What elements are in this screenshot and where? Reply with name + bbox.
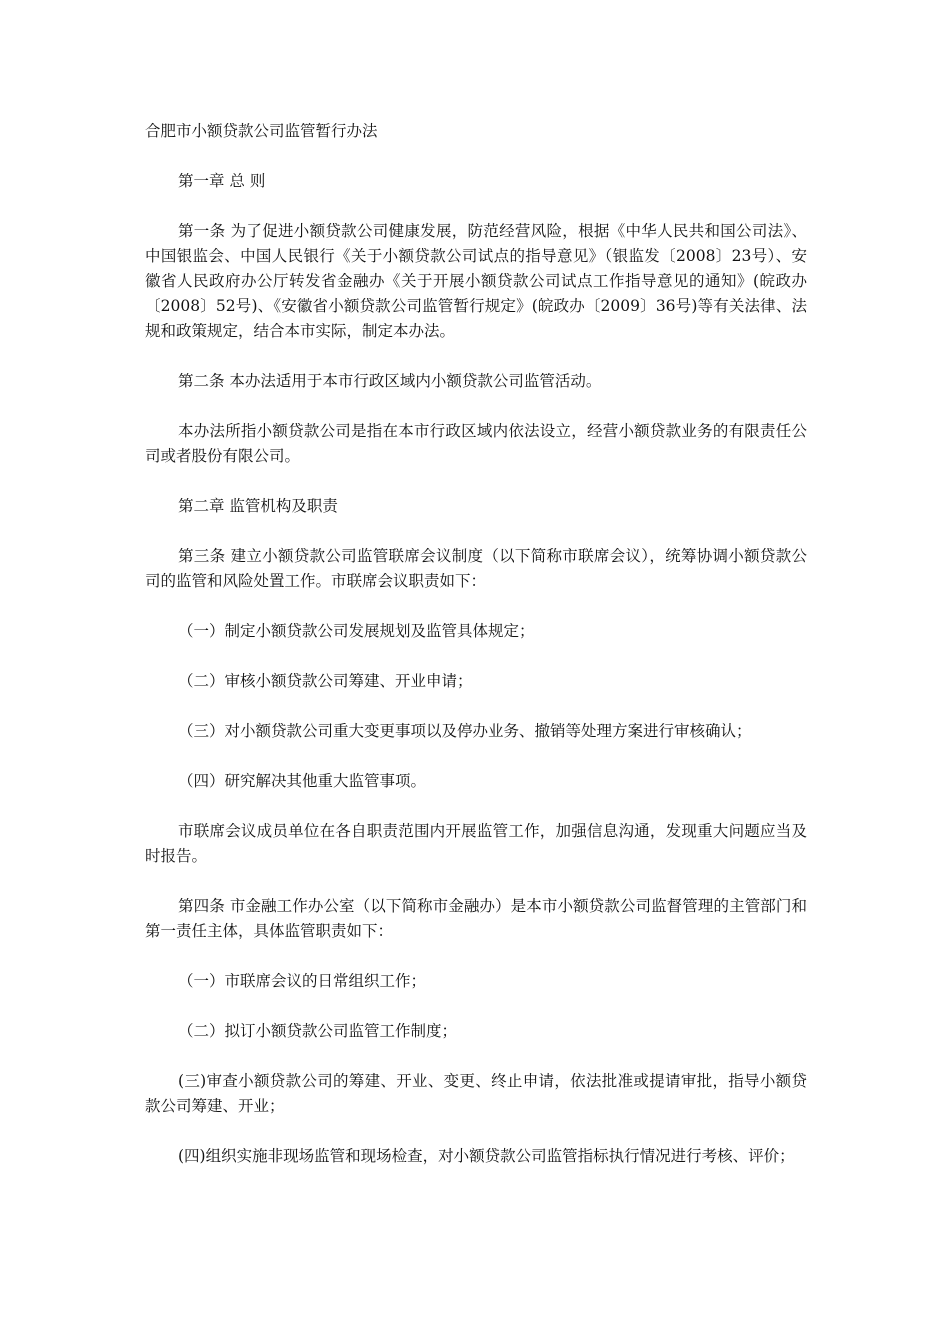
document-body: [145, 119, 807, 1194]
body-paragraph: 本办法所指小额贷款公司是指在本市行政区域内依法设立，经营小额贷款业务的有限责任公司或者股份有限公司。: [145, 422, 807, 465]
chapter-heading: 第一章 总 则: [178, 172, 266, 190]
article-paragraph: 第三条 建立小额贷款公司监管联席会议制度（以下简称市联席会议），统筹协调小额贷款公司的监管和风险处置工作。市联席会议职责如下：: [145, 547, 807, 590]
article-paragraph: 第四条 市金融工作办公室（以下简称市金融办）是本市小额贷款公司监督管理的主管部门和第一责任主体，具体监管职责如下：: [145, 897, 807, 940]
body-paragraph: 市联席会议成员单位在各自职责范围内开展监管工作，加强信息沟通，发现重大问题应当及时报告。: [145, 822, 807, 865]
list-item: (三)审查小额贷款公司的筹建、开业、变更、终止申请，依法批准或提请审批，指导小额贷款公司筹建、开业；: [145, 1072, 807, 1115]
list-item: （一）制定小额贷款公司发展规划及监管具体规定；: [178, 622, 535, 640]
document-title: 合肥市小额贷款公司监管暂行办法: [145, 122, 378, 140]
list-item: （一）市联席会议的日常组织工作；: [178, 972, 427, 990]
list-item: （三）对小额贷款公司重大变更事项以及停办业务、撤销等处理方案进行审核确认；: [178, 722, 752, 740]
list-item: （二）审核小额贷款公司筹建、开业申请；: [178, 672, 473, 690]
article-paragraph: 第一条 为了促进小额贷款公司健康发展，防范经营风险，根据《中华人民共和国公司法》、中国银监会、中国人民银行《关于小额贷款公司试点的指导意见》（银监发〔2008〕23号）、安徽省人民政府办公厅转发省金融办《关于开展小额贷款公司试点工作指导意见的通知》(皖政办〔2008〕52号)、《安徽省小额贷款公司监管暂行规定》(皖政办〔2009〕36号)等有关法律、法规和政策规定，结合本市实际，制定本办法。: [145, 222, 807, 340]
list-item: （二）拟订小额贷款公司监管工作制度；: [178, 1022, 458, 1040]
chapter-heading: 第二章 监管机构及职责: [178, 497, 338, 515]
article-paragraph: 第二条 本办法适用于本市行政区域内小额贷款公司监管活动。: [178, 372, 602, 390]
list-item: (四)组织实施非现场监管和现场检查，对小额贷款公司监管指标执行情况进行考核、评价；: [178, 1147, 795, 1165]
list-item: （四）研究解决其他重大监管事项。: [178, 772, 427, 790]
